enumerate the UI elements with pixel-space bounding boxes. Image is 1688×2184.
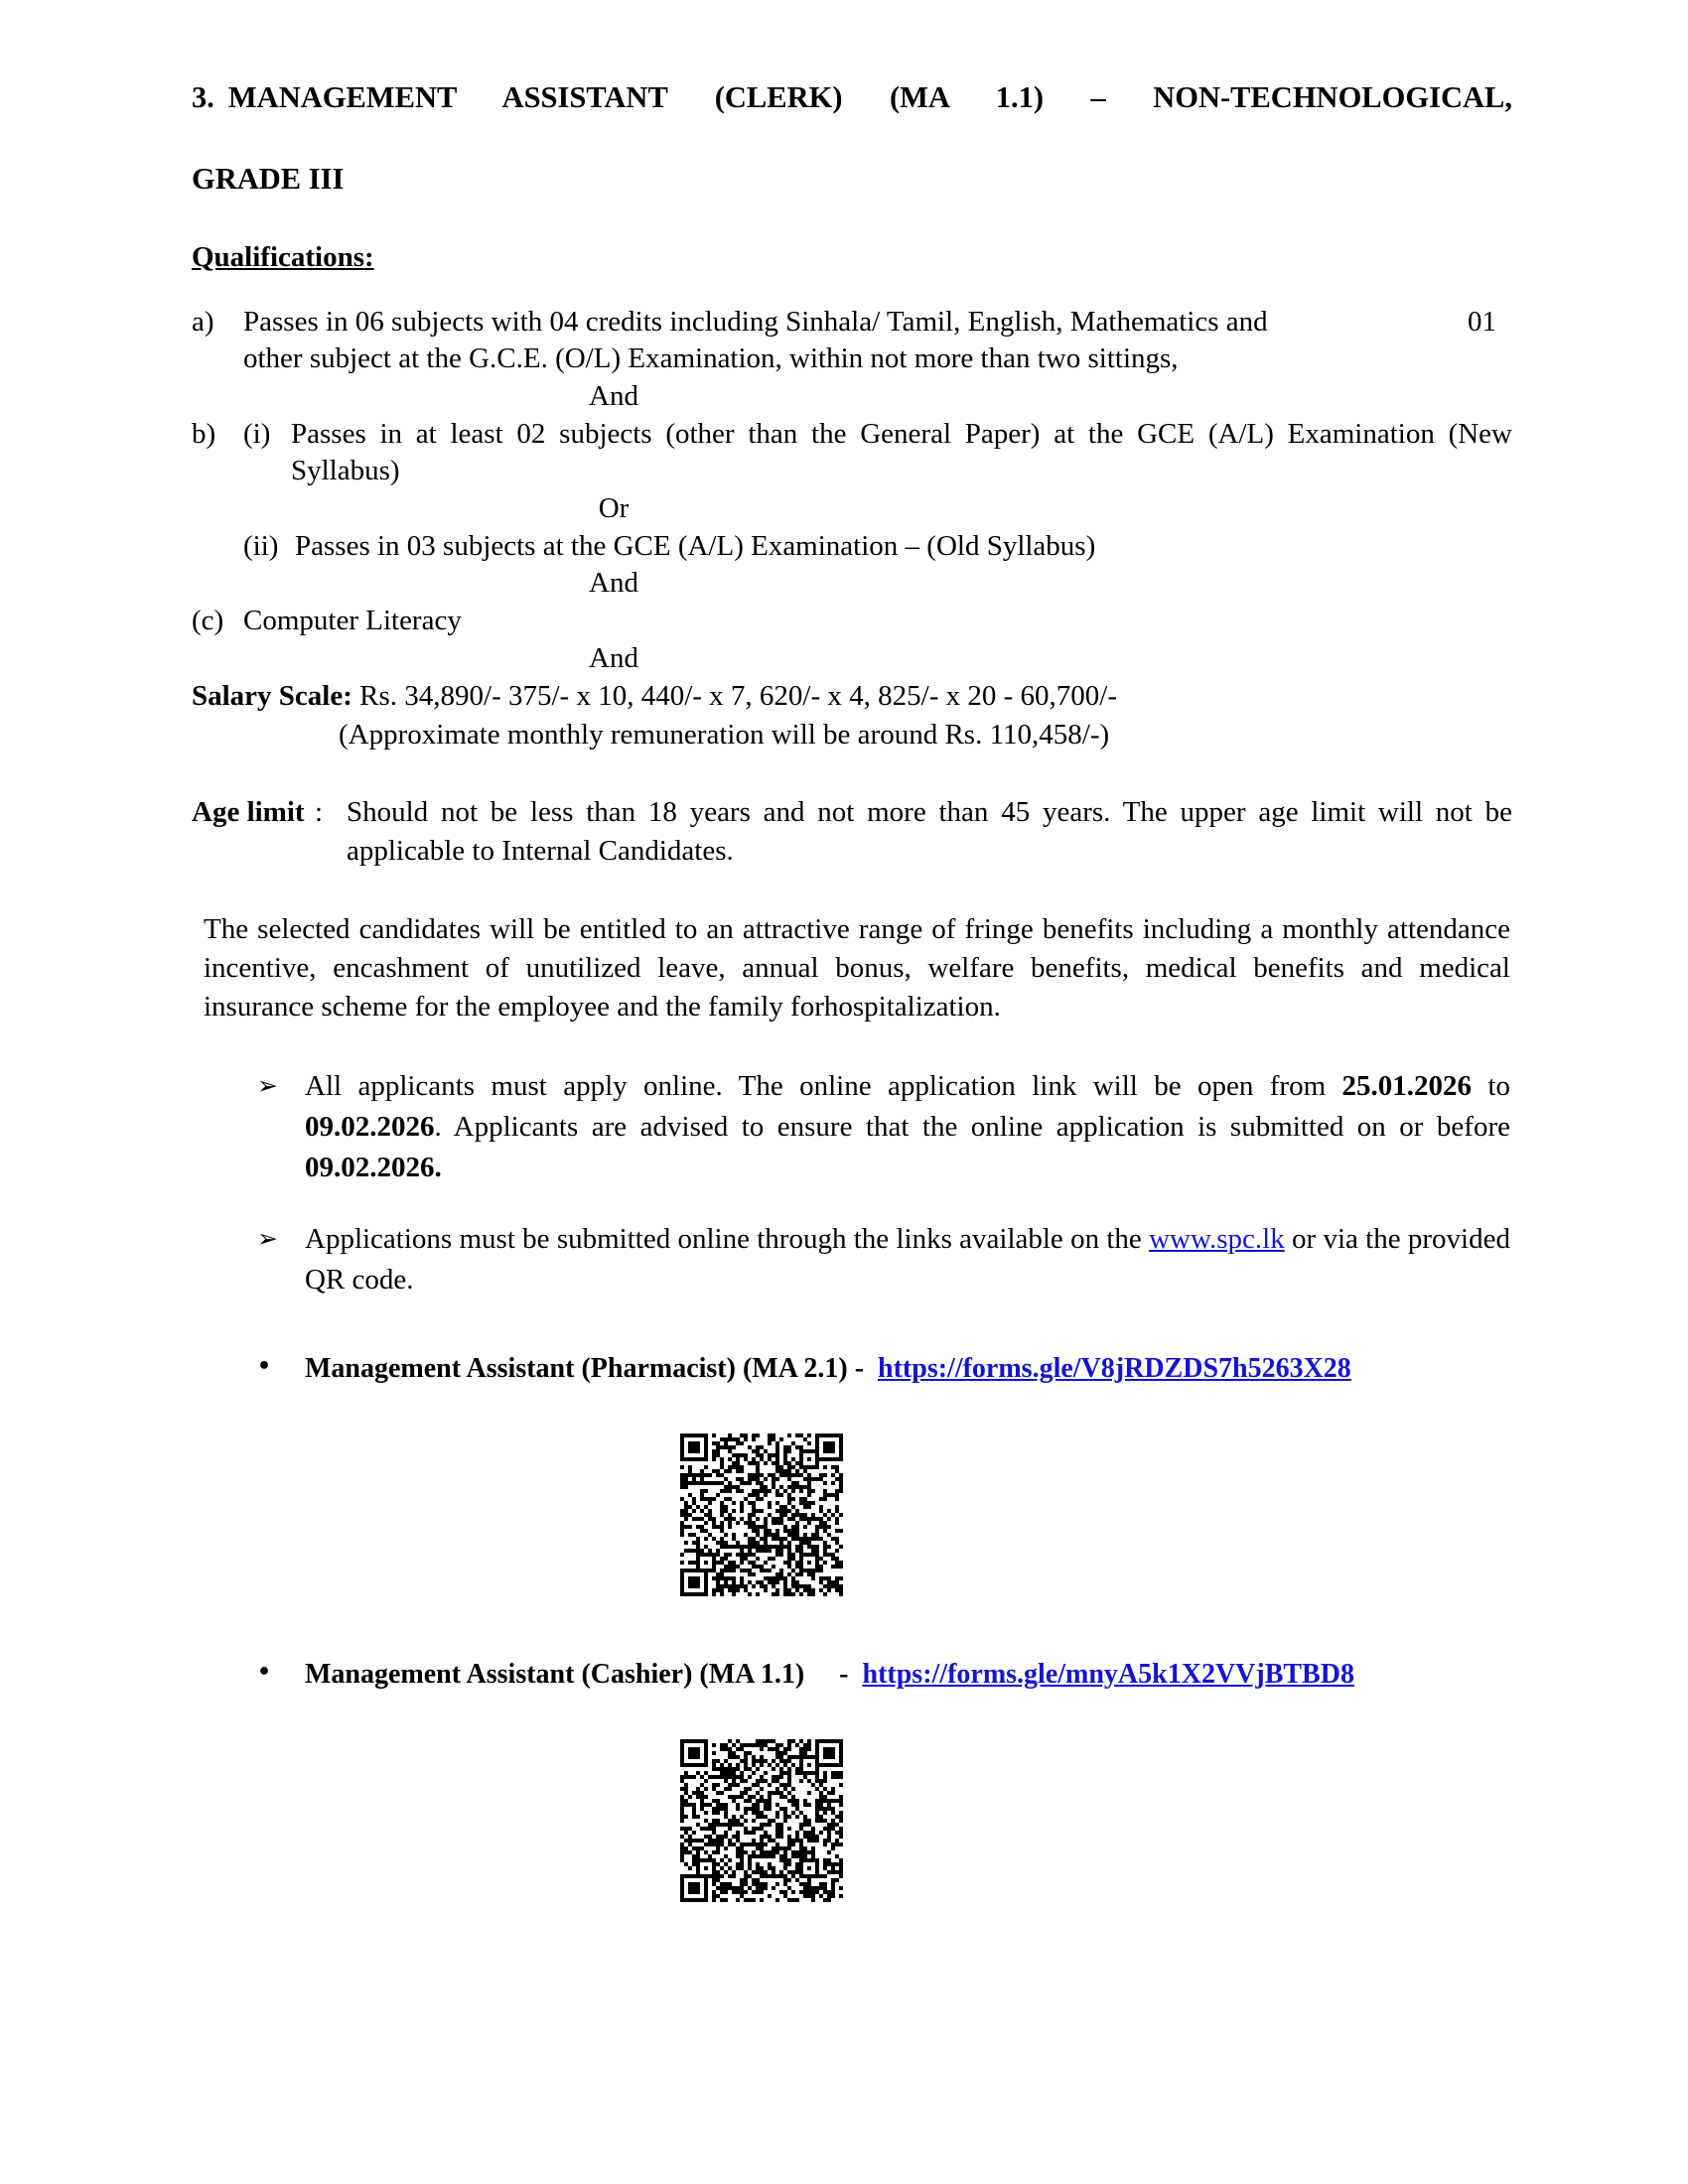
note-item-submit-online [192,1219,1512,1300]
dot-bullet-icon: • [257,1353,272,1379]
qualification-marker-b-ii: (ii) [243,529,279,562]
qualification-b-ii-text: Passes in 03 subjects at the GCE (A/L) Examination – (Old Syllabus) [295,529,1096,562]
qualification-b-i-text: Passes in at least 02 subjects (other than the General Paper) at the GCE (A/L) Examination (New Syllabus) [291,417,1512,487]
note-apply-part1: All applicants must apply online. The online application link will be open from [305,1070,1342,1103]
qualification-item-c [192,603,1512,640]
qualification-marker-c: (c) [192,605,224,637]
qr-code-cashier [680,1739,843,1902]
page-title-line2: GRADE III [192,161,345,196]
qr-block-pharmacist [192,1433,1512,1596]
conjunction-and-3: And [589,641,638,674]
note-submit-part2: or via the provided QR code. [305,1222,1510,1296]
arrow-bullet-icon: ➢ [257,1223,278,1253]
age-limit-text: Should not be less than 18 years and not more than 45 years. The upper age limit will not be applicable to Internal Candidates. [347,795,1512,867]
form-label-pharmacist: Management Assistant (Pharmacist) (MA 2.1) - [305,1352,879,1384]
form-url-pharmacist[interactable]: https://forms.gle/V8jRDZDS7h5263X28 [878,1352,1351,1384]
qualification-marker-a: a) [192,305,214,338]
page-title-line1: MANAGEMENT ASSISTANT (CLERK) (MA 1.1) – NON-TECHNOLOGICAL, [227,80,1512,114]
qualification-marker-b-i: (i) [243,417,271,450]
qr-code-pharmacist [680,1433,843,1596]
dot-bullet-icon: • [257,1659,272,1685]
page-title-number: 3. [192,80,214,114]
note-item-apply-online [192,1066,1512,1189]
note-apply-part2: to [1472,1070,1510,1103]
arrow-bullet-icon: ➢ [257,1071,278,1101]
qualification-a-count: 01 [1468,305,1496,338]
qualification-a-line2: other subject at the G.C.E. (O/L) Examination, within not more than two sittings, [243,342,1179,375]
document-content [192,77,1512,1902]
form-label-cashier: Management Assistant (Cashier) (MA 1.1) - [305,1658,863,1690]
salary-scale-row [192,677,1512,715]
conjunction-and-2: And [589,567,638,600]
page-title [192,77,1512,200]
fringe-benefits-paragraph: The selected candidates will be entitled to an attractive range of fringe benefits including a monthly attendance incentive, encashment of unutilized leave, annual bonus, welfare benefits, medical benefits and medical insurance scheme for the employee and the family forhospitalization. [204,912,1510,1023]
form-url-cashier[interactable]: https://forms.gle/mnyA5k1X2VVjBTBD8 [862,1658,1354,1690]
age-limit-block [192,793,1512,871]
qualification-item-a [192,304,1512,378]
salary-scale-note: (Approximate monthly remuneration will be around Rs. 110,458/-) [339,718,1110,751]
qualification-c-text: Computer Literacy [243,605,462,637]
qualifications-heading: Qualifications: [192,240,374,273]
qualification-a-line1: Passes in 06 subjects with 04 credits including Sinhala/ Tamil, English, Mathematics and [243,305,1268,338]
qr-block-cashier [192,1739,1512,1902]
form-link-item-cashier [192,1656,1512,1694]
note-date-deadline: 09.02.2026. [305,1152,442,1184]
age-limit-colon: : [315,795,324,828]
conjunction-or: Or [598,492,630,525]
note-submit-part1: Applications must be submitted online through the links available on the [305,1222,1150,1255]
form-link-item-pharmacist [192,1350,1512,1388]
qualification-item-b [192,416,1512,490]
note-apply-part3: . Applicants are advised to ensure that the online application is submitted on or before [434,1111,1510,1144]
note-date-to: 09.02.2026 [305,1111,435,1144]
note-date-from: 25.01.2026 [1341,1070,1473,1103]
age-limit-label: Age limit [192,795,305,828]
salary-scale-value: Rs. 34,890/- 375/- x 10, 440/- x 7, 620/- x 4, 825/- x 20 - 60,700/- [359,680,1117,713]
qualification-marker-b: b) [192,417,216,450]
conjunction-and-1: And [589,379,638,412]
qualification-item-b-ii [192,528,1512,566]
salary-scale-label: Salary Scale: [192,680,352,713]
spc-website-link[interactable]: www.spc.lk [1149,1222,1285,1255]
